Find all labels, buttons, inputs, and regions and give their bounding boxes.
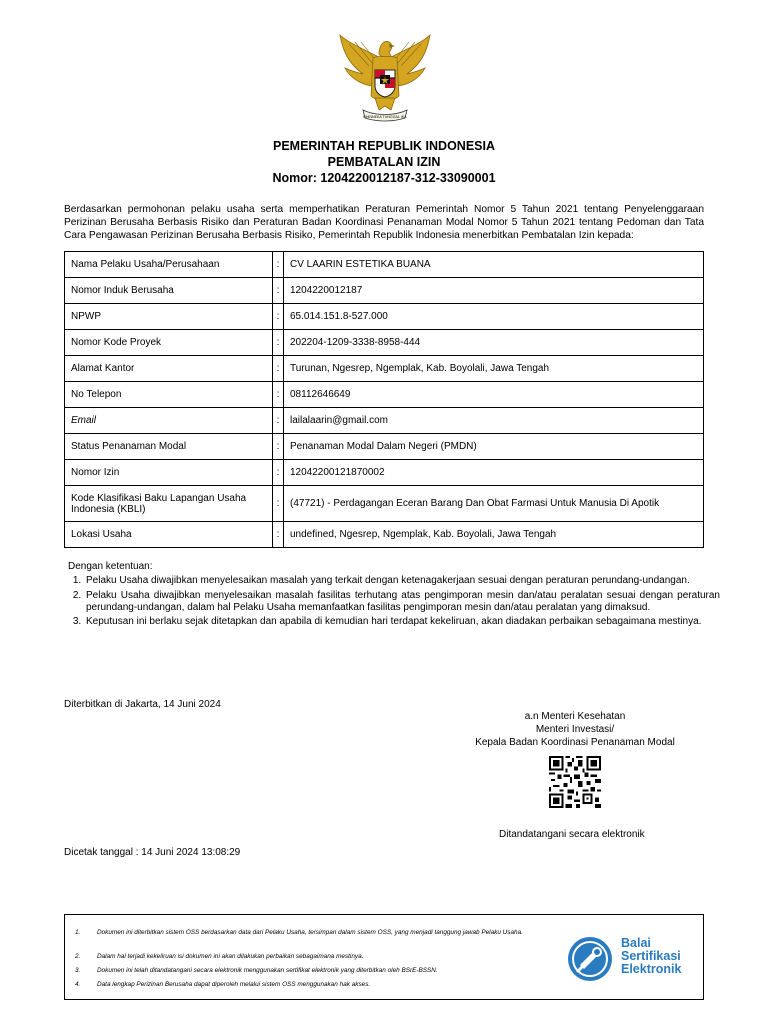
table-row bbox=[65, 460, 704, 486]
row-value: Turunan, Ngesrep, Ngemplak, Kab. Boyolali, Jawa Tengah bbox=[284, 356, 704, 382]
list-item: 3. Keputusan ini berlaku sejak ditetapkan dan apabila di kemudian hari terdapat kekeliruan, akan diadakan perbaikan sebagaimana mestinya. bbox=[84, 616, 720, 628]
bsre-logo-icon bbox=[566, 935, 614, 983]
signatory-line-1: a.n Menteri Kesehatan bbox=[524, 711, 626, 722]
row-label: Nama Pelaku Usaha/Perusahaan bbox=[65, 252, 273, 278]
row-separator: : bbox=[273, 382, 284, 408]
row-separator: : bbox=[273, 304, 284, 330]
document-number: Nomor: 1204220012187-312-33090001 bbox=[272, 171, 496, 185]
government-title: PEMERINTAH REPUBLIK INDONESIA bbox=[272, 139, 495, 153]
bsre-logo-text bbox=[621, 937, 681, 976]
issued-place-date: Diterbitkan di Jakarta, 14 Juni 2024 bbox=[64, 699, 221, 710]
row-separator: : bbox=[273, 408, 284, 434]
row-value: 08112646649 bbox=[284, 382, 704, 408]
row-value: 202204-1209-3338-8958-444 bbox=[284, 330, 704, 356]
table-row bbox=[65, 382, 704, 408]
footnote-text: Dalam hal terjadi kekeliruan isi dokumen ini akan dilakukan perbaikan sebagaimana mestinya. bbox=[97, 953, 364, 960]
bsre-line-1: Balai bbox=[621, 936, 651, 950]
row-separator: : bbox=[273, 252, 284, 278]
row-separator: : bbox=[273, 460, 284, 486]
electronic-signature-note: Ditandatangani secara elektronik bbox=[499, 829, 645, 840]
row-label: Nomor Kode Proyek bbox=[65, 330, 273, 356]
document-title: PEMBATALAN IZIN bbox=[327, 155, 441, 169]
row-value: Penanaman Modal Dalam Negeri (PMDN) bbox=[284, 434, 704, 460]
table-row bbox=[65, 304, 704, 330]
row-label: Nomor Induk Berusaha bbox=[65, 278, 273, 304]
footnote-number: 2. bbox=[75, 953, 81, 960]
row-label: Lokasi Usaha bbox=[65, 522, 273, 548]
table-row bbox=[65, 486, 704, 522]
row-value: lailalaarin@gmail.com bbox=[284, 408, 704, 434]
row-value: CV LAARIN ESTETIKA BUANA bbox=[284, 252, 704, 278]
footnote-text: Data lengkap Perizinan Berusaha dapat diperoleh melalui sistem OSS menggunakan hak akses. bbox=[97, 981, 371, 988]
provisions-list bbox=[64, 575, 720, 631]
bsre-line-3: Elektronik bbox=[621, 962, 682, 976]
row-separator: : bbox=[273, 522, 284, 548]
table-row bbox=[65, 522, 704, 548]
signature-block bbox=[450, 710, 700, 749]
row-separator: : bbox=[273, 330, 284, 356]
signatory-line-3: Kepala Badan Koordinasi Penanaman Modal bbox=[475, 737, 675, 748]
row-label: No Telepon bbox=[65, 382, 273, 408]
provisions-title: Dengan ketentuan: bbox=[68, 561, 153, 572]
table-row bbox=[65, 252, 704, 278]
bsre-line-2: Sertifikasi bbox=[621, 949, 681, 963]
row-separator: : bbox=[273, 434, 284, 460]
row-label: NPWP bbox=[65, 304, 273, 330]
row-value: 12042200121870002 bbox=[284, 460, 704, 486]
row-value: (47721) - Perdagangan Eceran Barang Dan Obat Farmasi Untuk Manusia Di Apotik bbox=[284, 486, 704, 522]
list-item: 2. Pelaku Usaha diwajibkan menyelesaikan masalah fasilitas terhutang atas pengimporan mesin dan/atau peralatan sesuai dengan peraturan perundang-undangan, dalam hal Pelaku Usaha memanfaatkan fasilitas pengimporan mesin dan/atau peralatan yang dimaksud. bbox=[84, 590, 720, 614]
table-row bbox=[65, 356, 704, 382]
row-label: Kode Klasifikasi Baku Lapangan Usaha Indonesia (KBLI) bbox=[65, 486, 273, 522]
business-info-table bbox=[64, 251, 704, 548]
table-row bbox=[65, 434, 704, 460]
row-value: 1204220012187 bbox=[284, 278, 704, 304]
footnote-number: 4. bbox=[75, 981, 81, 988]
footnote-number: 1. bbox=[75, 929, 81, 936]
row-value: 65.014.151.8-527.000 bbox=[284, 304, 704, 330]
list-item: 1. Pelaku Usaha diwajibkan menyelesaikan masalah yang terkait dengan ketenagakerjaan sesuai dengan peraturan perundang-undangan. bbox=[84, 575, 720, 587]
footnote-text: Dokumen ini diterbitkan sistem OSS berdasarkan data dari Pelaku Usaha, tersimpan dalam sistem OSS, yang menjadi tanggung jawab Pelaku Usaha. bbox=[97, 929, 523, 936]
table-row bbox=[65, 408, 704, 434]
footnote-number: 3. bbox=[75, 967, 81, 974]
row-label: Email bbox=[65, 408, 273, 434]
row-label: Status Penanaman Modal bbox=[65, 434, 273, 460]
garuda-emblem-icon bbox=[335, 30, 435, 125]
table-row bbox=[65, 330, 704, 356]
intro-paragraph: Berdasarkan permohonan pelaku usaha serta memperhatikan Peraturan Pemerintah Nomor 5 Tahun 2021 tentang Penyelenggaraan Perizinan Berusaha Berbasis Risiko dan Peraturan Badan Koordinasi Penanaman Modal Nomor 5 Tahun 2021 tentang Pedoman dan Tata Cara Pengawasan Perizinan Berusaha Berbasis Risiko, Pemerintah Republik Indonesia menerbitkan Pembatalan Izin kepada: bbox=[64, 204, 704, 241]
row-separator: : bbox=[273, 356, 284, 382]
row-value: undefined, Ngesrep, Ngemplak, Kab. Boyolali, Jawa Tengah bbox=[284, 522, 704, 548]
svg-text:BHINNEKA TUNGGAL IKA: BHINNEKA TUNGGAL IKA bbox=[363, 115, 407, 119]
signatory-line-2: Menteri Investasi/ bbox=[535, 724, 615, 735]
table-row bbox=[65, 278, 704, 304]
printed-timestamp: Dicetak tanggal : 14 Juni 2024 13:08:29 bbox=[64, 847, 241, 858]
footnote-text: Dokumen ini telah ditandatangani secara elektronik menggunakan sertifikat elektronik yang diterbitkan oleh BSrE-BSSN. bbox=[97, 967, 438, 974]
row-label: Alamat Kantor bbox=[65, 356, 273, 382]
row-separator: : bbox=[273, 486, 284, 522]
qr-code-icon bbox=[549, 756, 601, 808]
row-label: Nomor Izin bbox=[65, 460, 273, 486]
row-separator: : bbox=[273, 278, 284, 304]
